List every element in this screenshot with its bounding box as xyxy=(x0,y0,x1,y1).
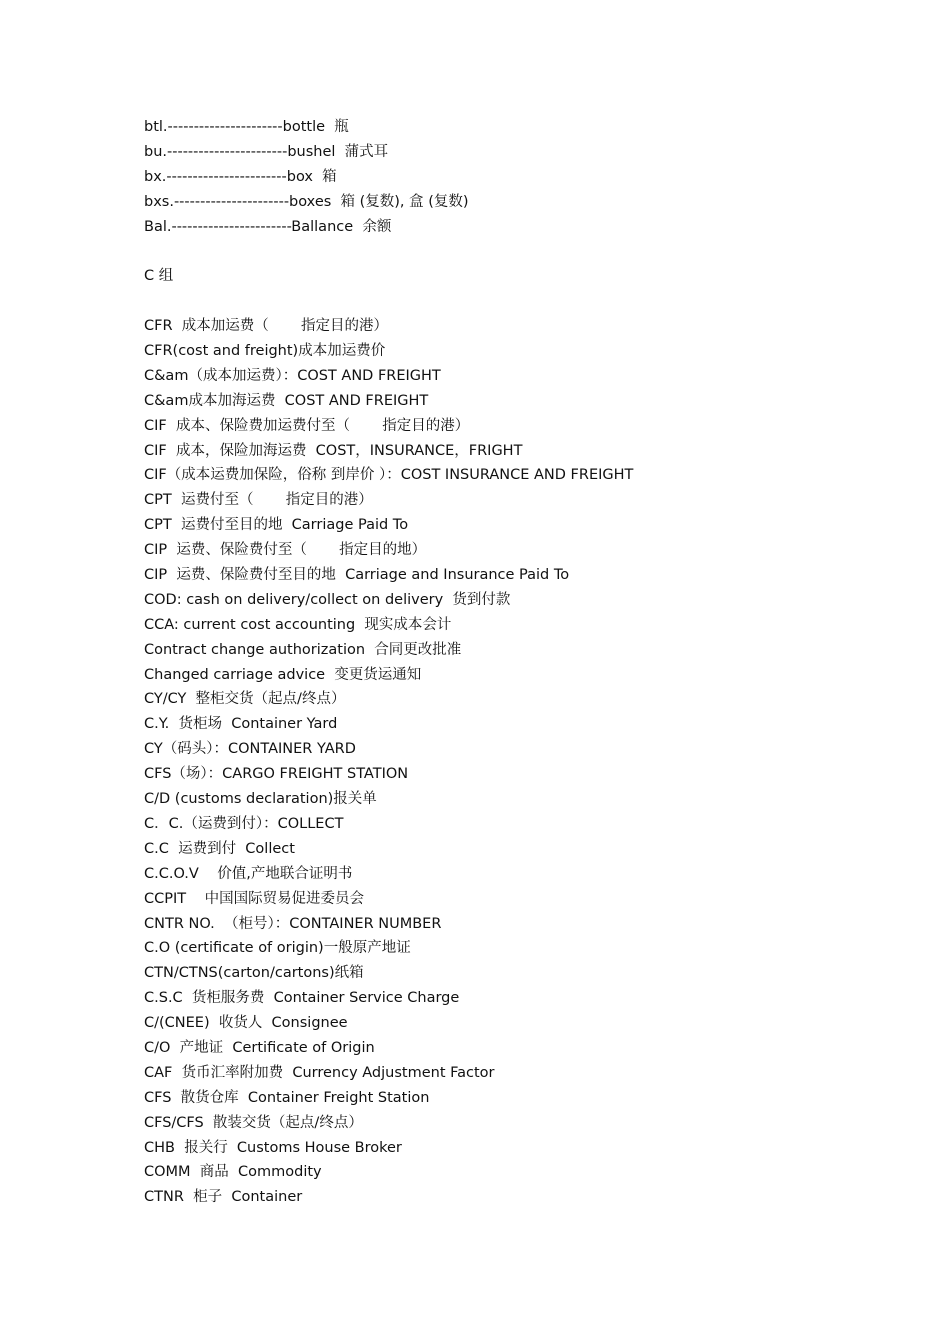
abbreviation-line-bx: bx.-----------------------box 箱 xyxy=(144,168,337,185)
entry-line: C&am（成本加运费）：COST AND FREIGHT xyxy=(144,367,441,384)
entry-line: CIF 成本、保险费加运费付至（ 指定目的港） xyxy=(144,417,470,434)
entry-line: C.O (certificate of origin)一般原产地证 xyxy=(144,940,411,957)
entry-line: COD: cash on delivery/collect on delivery 货到付款 xyxy=(144,591,511,608)
entry-line: COMM 商品 Commodity xyxy=(144,1164,322,1181)
abbreviation-line-bu: bu.-----------------------bushel 蒲式耳 xyxy=(144,143,389,160)
entry-line: CIF 成本，保险加海运费 COST，INSURANCE，FRIGHT xyxy=(144,442,523,459)
entry-line: C/O 产地证 Certificate of Origin xyxy=(144,1039,375,1056)
entry-line: CFR 成本加运费（ 指定目的港） xyxy=(144,318,389,335)
entry-line: C.S.C 货柜服务费 Container Service Charge xyxy=(144,990,460,1007)
entry-line: Changed carriage advice 变更货运通知 xyxy=(144,666,422,683)
entry-line: CTNR 柜子 Container xyxy=(144,1189,303,1206)
blank-line xyxy=(144,289,904,314)
entry-line: CFS/CFS 散装交货（起点/终点） xyxy=(144,1114,363,1131)
entry-line: CCPIT 中国国际贸易促进委员会 xyxy=(144,890,365,907)
entry-line: C.C 运费到付 Collect xyxy=(144,840,295,857)
abbreviation-line-btl: btl.----------------------bottle 瓶 xyxy=(144,119,349,135)
document-body xyxy=(144,115,904,1210)
entry-line: CIP 运费、保险费付至目的地 Carriage and Insurance Paid To xyxy=(144,567,570,584)
entry-line: CTN/CTNS(carton/cartons)纸箱 xyxy=(144,965,364,982)
entry-line: CIP 运费、保险费付至（ 指定目的地） xyxy=(144,542,427,559)
entry-line: CHB 报关行 Customs House Broker xyxy=(144,1139,402,1156)
entry-line: CFS（场）：CARGO FREIGHT STATION xyxy=(144,766,409,783)
abbreviation-line-bxs: bxs.----------------------boxes 箱 (复数), 盒 (复数) xyxy=(144,193,469,210)
entry-line: CY/CY 整柜交货（起点/终点） xyxy=(144,691,346,708)
entry-line: Contract change authorization 合同更改批准 xyxy=(144,641,462,658)
entry-line: CFS 散货仓库 Container Freight Station xyxy=(144,1089,430,1106)
entry-line: CIF（成本运费加保险，俗称 到岸价 ）：COST INSURANCE AND FREIGHT xyxy=(144,467,634,484)
blank-line xyxy=(144,239,904,264)
entry-line: C.C.O.V 价值,产地联合证明书 xyxy=(144,865,353,882)
entry-line: CPT 运费付至（ 指定目的港） xyxy=(144,492,373,509)
entry-line: C&am成本加海运费 COST AND FREIGHT xyxy=(144,392,429,409)
abbreviation-line-bal: Bal.-----------------------Ballance 余额 xyxy=(144,218,392,235)
entry-line: CPT 运费付至目的地 Carriage Paid To xyxy=(144,517,409,534)
entry-line: C.Y. 货柜场 Container Yard xyxy=(144,716,338,733)
entry-line: CCA: current cost accounting 现实成本会计 xyxy=(144,616,452,633)
entry-line: C/(CNEE) 收货人 Consignee xyxy=(144,1015,348,1032)
entry-line: CAF 货币汇率附加费 Currency Adjustment Factor xyxy=(144,1064,495,1081)
entry-line: C．C.（运费到付）：COLLECT xyxy=(144,815,344,832)
entry-line: CFR(cost and freight)成本加运费价 xyxy=(144,343,386,360)
entry-line: CNTR NO. （柜号）：CONTAINER NUMBER xyxy=(144,915,442,932)
section-heading: C 组 xyxy=(144,268,174,285)
entry-line: CY（码头）：CONTAINER YARD xyxy=(144,741,356,758)
entry-line: C/D (customs declaration)报关单 xyxy=(144,791,377,808)
